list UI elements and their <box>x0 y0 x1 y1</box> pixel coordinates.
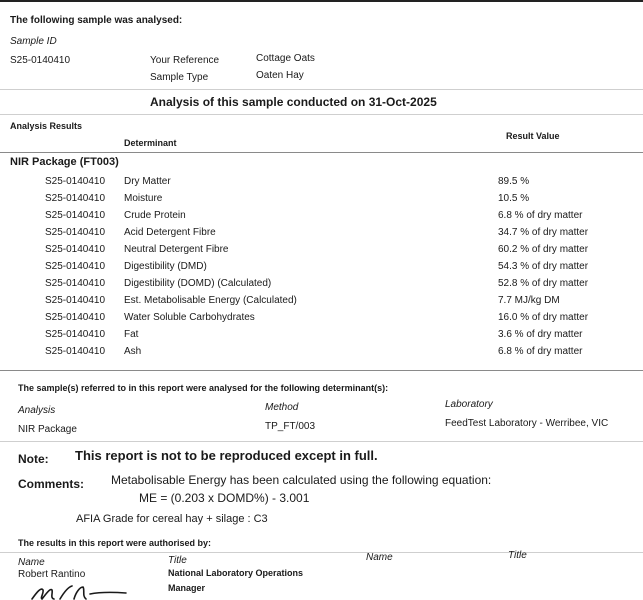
analysis-date-line: Analysis of this sample conducted on 31-Oct-2025 <box>150 95 437 109</box>
determinant-cell: Acid Detergent Fibre <box>124 227 216 238</box>
table-row <box>0 193 643 210</box>
sample-id-cell: S25-0140410 <box>45 295 106 306</box>
result-value-cell: 89.5 % <box>498 176 530 187</box>
determinant-column-header: Determinant <box>124 138 177 148</box>
table-row <box>0 176 643 193</box>
sample-type-value: Oaten Hay <box>256 70 304 81</box>
result-value-cell: 7.7 MJ/kg DM <box>498 295 560 306</box>
your-reference-value: Cottage Oats <box>256 53 315 64</box>
table-row <box>0 210 643 227</box>
sample-type-label: Sample Type <box>150 72 209 83</box>
sample-id-cell: S25-0140410 <box>45 278 106 289</box>
your-reference-label: Your Reference <box>150 55 220 66</box>
sample-id-cell: S25-0140410 <box>45 244 106 255</box>
note-text: This report is not to be reproduced except in full. <box>75 448 378 463</box>
method-value: TP_FT/003 <box>265 421 316 432</box>
signature-image <box>28 584 138 600</box>
table-row <box>0 227 643 244</box>
sample-id-cell: S25-0140410 <box>45 210 106 221</box>
sample-id-cell: S25-0140410 <box>45 176 106 187</box>
determinant-cell: Neutral Detergent Fibre <box>124 244 229 255</box>
determinant-cell: Moisture <box>124 193 163 204</box>
authoriser-title-line-1: National Laboratory Operations <box>168 568 304 578</box>
determinant-cell: Water Soluble Carbohydrates <box>124 312 255 323</box>
sample-id-cell: S25-0140410 <box>45 346 106 357</box>
result-value-cell: 60.2 % of dry matter <box>498 244 589 255</box>
result-value-cell: 3.6 % of dry matter <box>498 329 583 340</box>
result-value-cell: 10.5 % <box>498 193 530 204</box>
sample-id-cell: S25-0140410 <box>45 261 106 272</box>
name-column-header: Name <box>18 557 45 568</box>
sample-id-cell: S25-0140410 <box>45 193 106 204</box>
table-row <box>0 261 643 278</box>
title-column-header-2: Title <box>508 550 527 561</box>
analysis-value: NIR Package <box>18 424 77 435</box>
method-column-header: Method <box>265 402 299 413</box>
result-value-cell: 16.0 % of dry matter <box>498 312 589 323</box>
name-column-header-2: Name <box>366 552 393 563</box>
header-divider-2 <box>0 114 643 115</box>
afia-grade: AFIA Grade for cereal hay + silage : C3 <box>76 513 268 525</box>
determinant-cell: Digestibility (DMD) <box>124 261 207 272</box>
sample-id-label: Sample ID <box>10 36 57 47</box>
authoriser-name: Robert Rantino <box>18 569 86 580</box>
analysis-column-header: Analysis <box>18 405 56 416</box>
result-value-cell: 52.8 % of dry matter <box>498 278 589 289</box>
table-row <box>0 244 643 261</box>
results-header-divider <box>0 152 643 153</box>
comments-label: Comments: <box>18 477 85 491</box>
determinant-cell: Digestibility (DOMD) (Calculated) <box>124 278 272 289</box>
laboratory-column-header: Laboratory <box>445 399 493 410</box>
sample-id-value: S25-0140410 <box>10 55 71 66</box>
determinant-cell: Est. Metabolisable Energy (Calculated) <box>124 295 297 306</box>
header-divider <box>0 89 643 90</box>
sample-id-cell: S25-0140410 <box>45 227 106 238</box>
note-label: Note: <box>18 452 49 466</box>
laboratory-value: FeedTest Laboratory - Werribee, VIC <box>445 418 609 429</box>
result-value-cell: 54.3 % of dry matter <box>498 261 589 272</box>
table-row <box>0 278 643 295</box>
table-row <box>0 329 643 346</box>
table-row <box>0 312 643 329</box>
comments-line-1: Metabolisable Energy has been calculated using the following equation: <box>111 473 492 487</box>
determinant-cell: Ash <box>124 346 142 357</box>
result-value-cell: 6.8 % of dry matter <box>498 346 583 357</box>
table-row <box>0 346 643 363</box>
methods-intro: The sample(s) referred to in this report were analysed for the following determinant(s): <box>18 383 389 393</box>
package-heading: NIR Package (FT003) <box>10 156 119 168</box>
result-value-cell: 34.7 % of dry matter <box>498 227 589 238</box>
result-value-cell: 6.8 % of dry matter <box>498 210 583 221</box>
title-column-header: Title <box>168 555 187 566</box>
top-border <box>0 0 643 2</box>
me-equation: ME = (0.203 x DOMD%) - 3.001 <box>139 491 310 505</box>
results-end-divider <box>0 370 643 371</box>
authorised-divider <box>0 552 643 553</box>
authorised-intro: The results in this report were authorised by: <box>18 538 212 548</box>
authoriser-title-line-2: Manager <box>168 583 206 593</box>
table-row <box>0 295 643 312</box>
determinant-cell: Crude Protein <box>124 210 186 221</box>
sample-id-cell: S25-0140410 <box>45 329 106 340</box>
analysis-results-label: Analysis Results <box>10 121 83 131</box>
sample-analysed-heading: The following sample was analysed: <box>10 15 183 26</box>
determinant-cell: Dry Matter <box>124 176 171 187</box>
methods-divider <box>0 441 643 442</box>
sample-id-cell: S25-0140410 <box>45 312 106 323</box>
result-value-column-header: Result Value <box>506 131 560 141</box>
determinant-cell: Fat <box>124 329 139 340</box>
